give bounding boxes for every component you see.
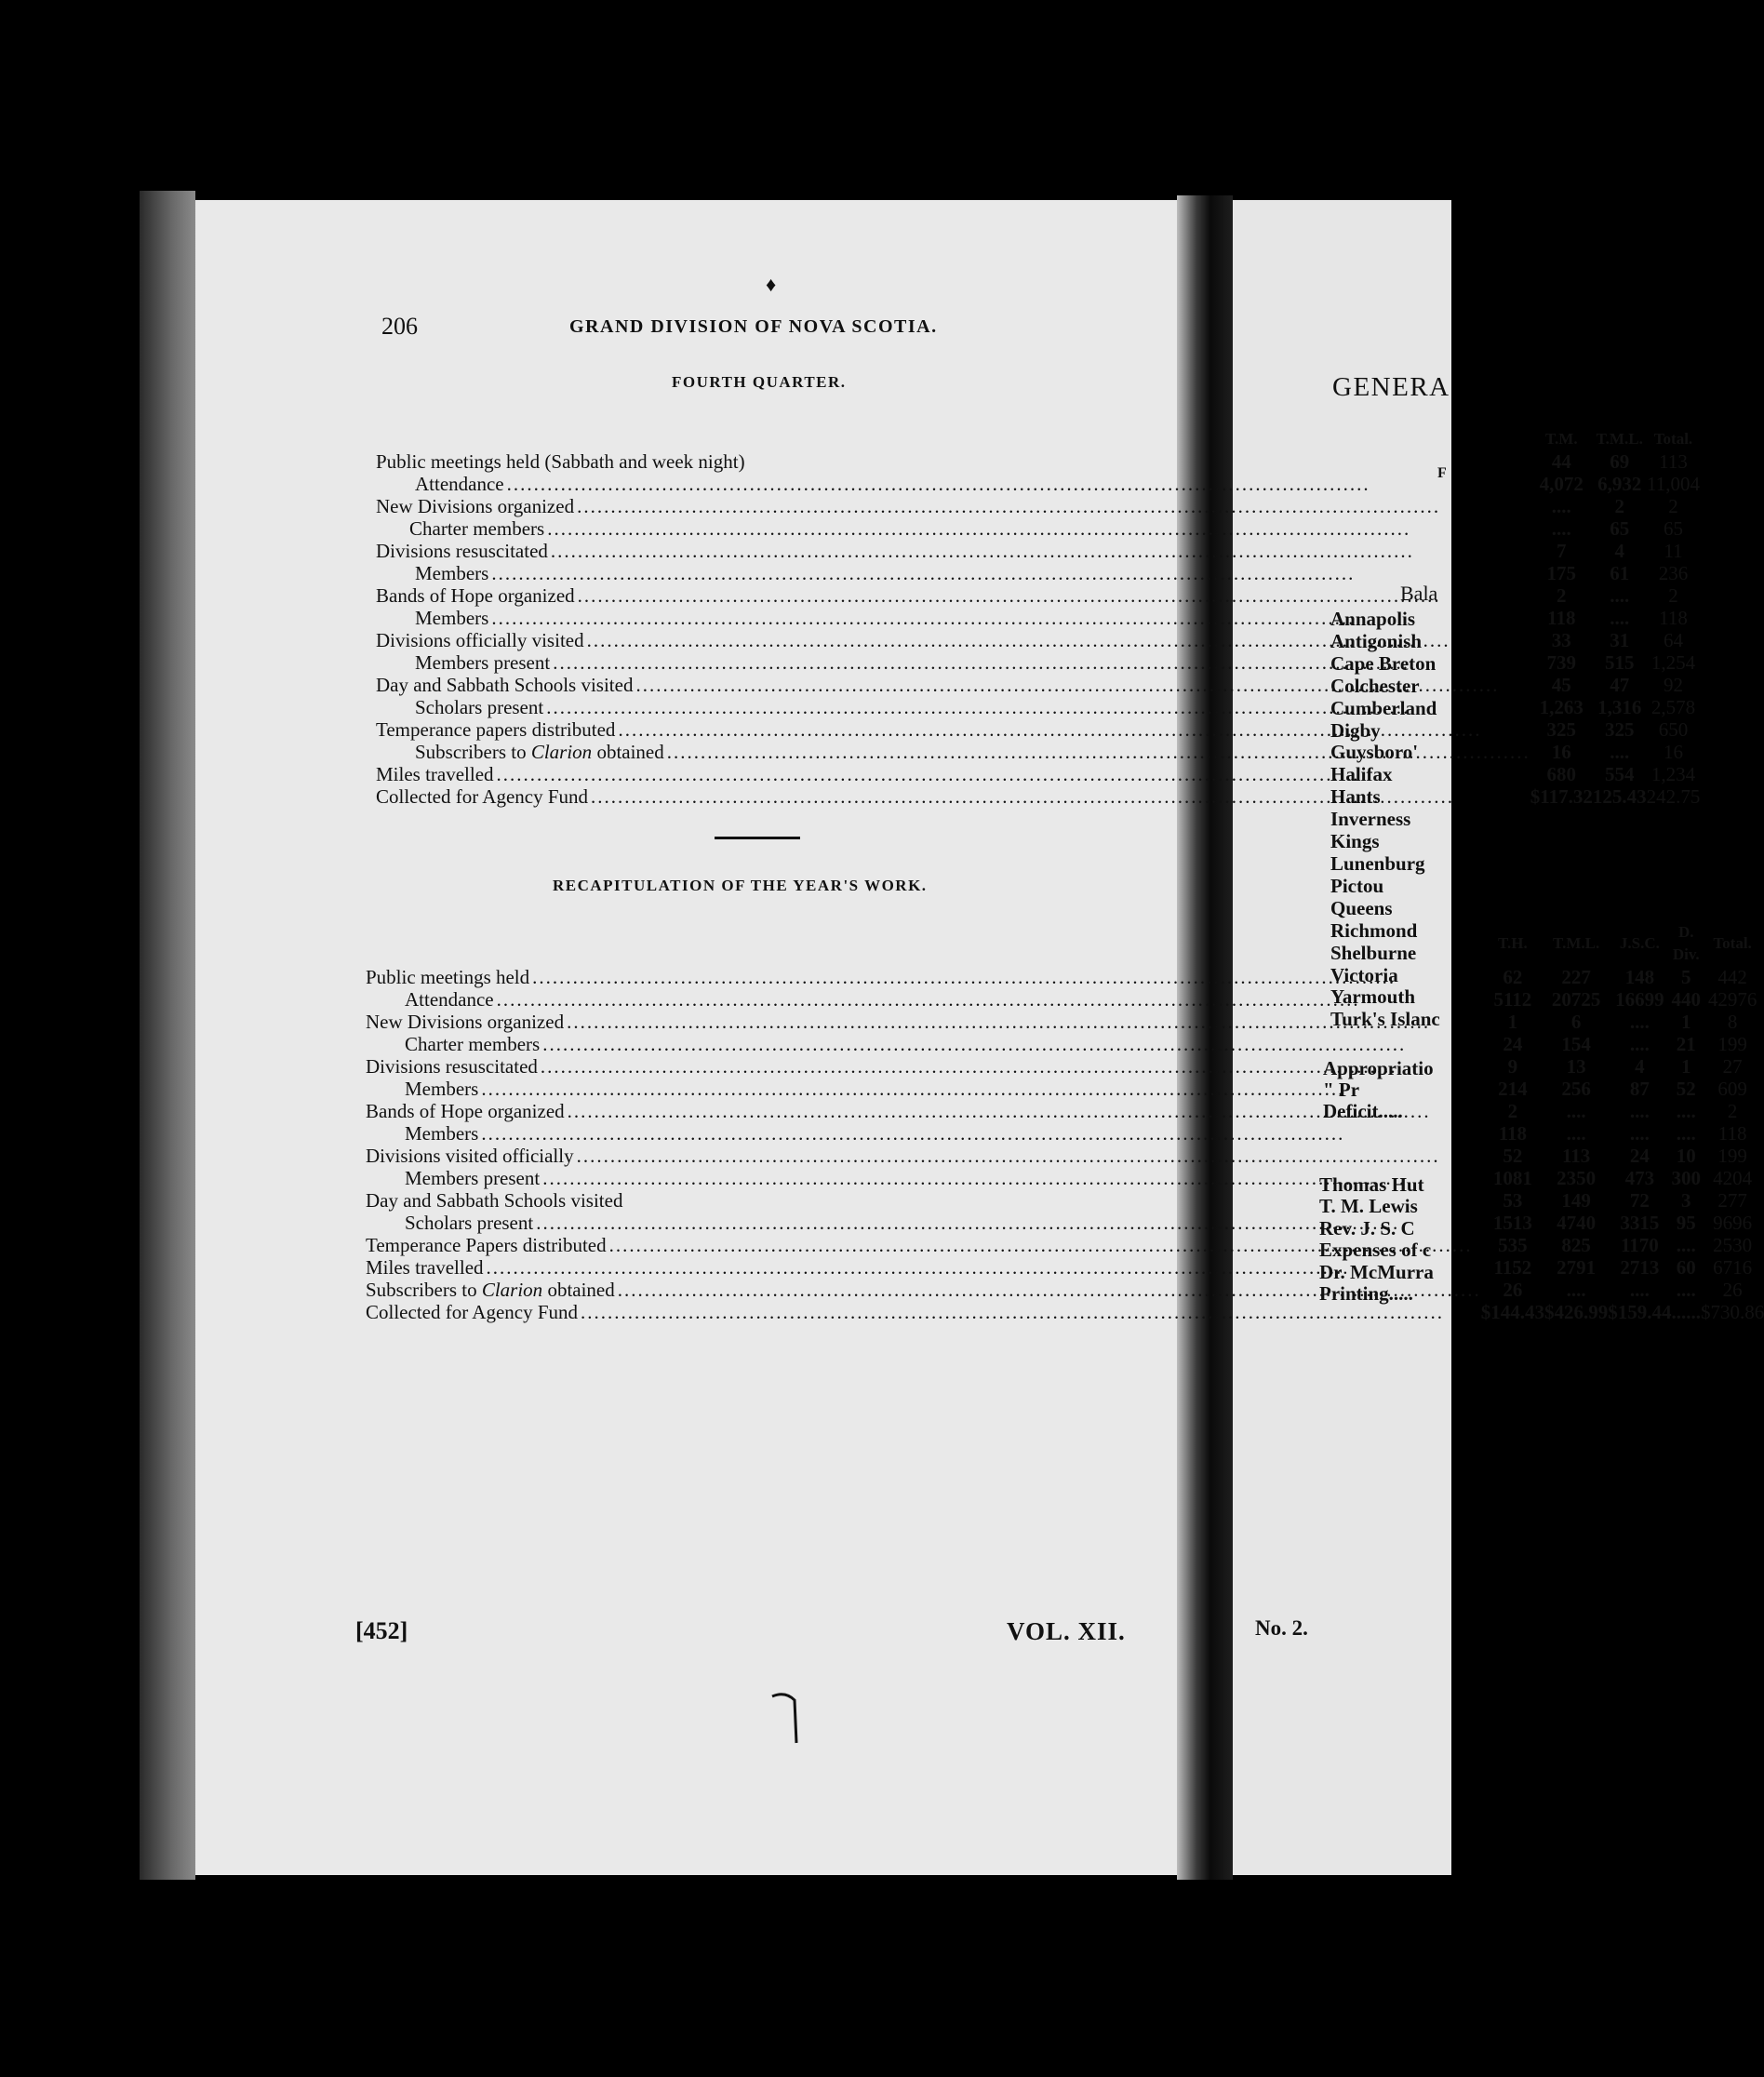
value-cell: $426.99: [1544, 1301, 1609, 1323]
value-cell: 175: [1546, 562, 1577, 584]
table-row: [366, 1256, 1764, 1279]
value-cell: 4,072: [1539, 473, 1584, 495]
total-cell: 118: [1659, 607, 1688, 629]
row-label: Public meetings held (Sabbath and week night): [376, 450, 745, 473]
row-label-cell: [366, 1256, 1481, 1279]
total-cell: 236: [1658, 562, 1689, 584]
row-label: New Divisions organized: [376, 495, 575, 517]
total-cell: 1,254: [1650, 651, 1696, 674]
row-label-cell: [366, 1122, 1481, 1145]
row-label-cell: [376, 450, 1530, 473]
value-cell: $117.32: [1530, 785, 1593, 808]
total-cell: 11: [1664, 540, 1683, 562]
value-cell: 95: [1676, 1212, 1696, 1234]
value-cell: $144.43: [1480, 1301, 1544, 1323]
table-row: [376, 651, 1700, 674]
row-label: New Divisions organized: [366, 1011, 565, 1033]
row-label-cell: [366, 1301, 1481, 1323]
value-cell: 1513: [1492, 1212, 1532, 1234]
table-row: [376, 540, 1700, 562]
county-item: Inverness: [1330, 808, 1411, 831]
county-item: Annapolis: [1330, 608, 1416, 630]
value-cell: 118: [1498, 1122, 1528, 1145]
expense-item: Thomas Hut: [1319, 1173, 1424, 1196]
leader-dots: [578, 584, 1530, 607]
total-cell: 2,578: [1650, 696, 1696, 718]
expense-list: [1319, 1174, 1434, 1305]
row-label: Charter members: [405, 1033, 541, 1055]
value-cell: ....: [1676, 1234, 1696, 1256]
total-cell: $730.86: [1701, 1301, 1764, 1323]
right-page-balance-label: Bala: [1400, 582, 1438, 605]
value-cell: 227: [1561, 966, 1591, 988]
row-label: Divisions visited officially: [366, 1145, 574, 1167]
table-row: [366, 1078, 1764, 1100]
leader-dots: [542, 1033, 1481, 1055]
table-row: [376, 629, 1700, 651]
fourth-quarter-title: FOURTH QUARTER.: [672, 373, 847, 391]
value-cell: 62: [1503, 966, 1523, 988]
row-label-cell: [366, 1279, 1481, 1301]
value-cell: 5: [1681, 966, 1691, 988]
book-spine-edge: [140, 191, 195, 1880]
value-cell: 47: [1610, 674, 1630, 696]
row-label-cell: [376, 540, 1530, 562]
value-cell: 16699: [1615, 988, 1664, 1011]
section-divider-rule: [715, 837, 800, 839]
value-cell: 113: [1561, 1145, 1591, 1167]
value-cell: 256: [1561, 1078, 1591, 1100]
value-cell: 680: [1546, 763, 1577, 785]
fourth-quarter-table: [376, 428, 1700, 808]
page-number: 206: [381, 313, 418, 340]
row-label: Subscribers to Clarion obtained: [415, 741, 664, 763]
value-cell: 148: [1624, 966, 1655, 988]
county-item: Pictou: [1330, 874, 1384, 897]
appropriation-item: Deficit.....: [1323, 1100, 1403, 1122]
value-cell: 1,263: [1539, 696, 1584, 718]
value-cell: ....: [1629, 1011, 1650, 1033]
value-cell: 325: [1546, 718, 1577, 741]
expense-item: Rev. J. S. C: [1319, 1216, 1415, 1240]
value-cell: 554: [1604, 763, 1635, 785]
value-cell: 69: [1610, 450, 1630, 473]
leader-dots: [577, 495, 1530, 517]
value-cell: 825: [1561, 1234, 1591, 1256]
total-cell: 118: [1717, 1122, 1747, 1145]
value-cell: 300: [1671, 1167, 1701, 1189]
value-cell: 65: [1610, 517, 1630, 540]
value-cell: 4: [1614, 540, 1624, 562]
total-cell: 11,004: [1646, 473, 1700, 495]
row-label: Attendance: [405, 988, 494, 1011]
total-cell: 6716: [1713, 1256, 1753, 1279]
table-row: [376, 741, 1700, 763]
row-label-cell: [376, 517, 1530, 540]
value-cell: 45: [1551, 674, 1571, 696]
value-cell: ....: [1676, 1279, 1696, 1301]
county-list: [1330, 609, 1440, 1031]
value-cell: 61: [1610, 562, 1630, 584]
value-cell: ....: [1629, 1100, 1650, 1122]
total-cell: 8: [1727, 1011, 1738, 1033]
county-item: Richmond: [1330, 918, 1418, 942]
leader-dots: [491, 562, 1530, 584]
value-cell: 26: [1503, 1279, 1523, 1301]
row-label: Day and Sabbath Schools visited: [376, 674, 634, 696]
value-cell: 1081: [1492, 1167, 1532, 1189]
value-cell: 24: [1629, 1145, 1650, 1167]
row-label-cell: [376, 584, 1530, 607]
expense-item: T. M. Lewis: [1319, 1195, 1418, 1218]
right-page-title: GENERA: [1332, 372, 1450, 402]
recapitulation-table: [366, 918, 1764, 1323]
value-cell: 4: [1635, 1055, 1645, 1078]
total-cell: 609: [1717, 1078, 1747, 1100]
table-row: [366, 966, 1764, 988]
table-row: [376, 495, 1700, 517]
value-cell: 52: [1676, 1078, 1696, 1100]
table-row: [376, 763, 1700, 785]
value-cell: 440: [1671, 988, 1701, 1011]
value-cell: 2713: [1620, 1256, 1660, 1279]
leader-dots: [481, 1122, 1480, 1145]
row-label: Charter members: [409, 517, 545, 540]
column-header: T.M.L.: [1553, 934, 1600, 952]
row-label-cell: [376, 473, 1530, 495]
table-header-row: [366, 921, 1764, 966]
value-cell: 4740: [1557, 1212, 1597, 1234]
table-row: [366, 1167, 1764, 1189]
total-cell: 64: [1663, 629, 1683, 651]
value-cell: ....: [1551, 495, 1571, 517]
table-row: [376, 674, 1700, 696]
value-cell: 52: [1503, 1145, 1523, 1167]
row-label: Miles travelled: [366, 1256, 484, 1279]
value-cell: 9: [1507, 1055, 1518, 1078]
appropriation-list: [1323, 1058, 1434, 1122]
county-item: Digby: [1330, 718, 1381, 742]
table-row: [366, 1100, 1764, 1122]
value-cell: 3: [1681, 1189, 1691, 1212]
county-item: Halifax: [1330, 763, 1393, 786]
value-cell: ....: [1676, 1122, 1696, 1145]
value-cell: ....: [1566, 1279, 1586, 1301]
value-cell: 53: [1503, 1189, 1523, 1212]
value-cell: 739: [1546, 651, 1577, 674]
row-label-cell: [366, 963, 1481, 988]
total-cell: 65: [1663, 517, 1683, 540]
table-row: [376, 607, 1700, 629]
footer-number: No. 2.: [1255, 1616, 1308, 1640]
value-cell: ....: [1551, 517, 1571, 540]
row-label-cell: [366, 1100, 1481, 1122]
column-header: D. Div.: [1672, 923, 1700, 963]
total-cell: 2530: [1713, 1234, 1753, 1256]
row-label: Bands of Hope organized: [366, 1100, 565, 1122]
total-cell: 92: [1663, 674, 1683, 696]
total-cell: 113: [1659, 450, 1688, 473]
value-cell: 21: [1676, 1033, 1696, 1055]
value-cell: 118: [1547, 607, 1576, 629]
row-label-cell: [366, 1234, 1481, 1256]
total-cell: 199: [1717, 1145, 1747, 1167]
table-header-row: [376, 428, 1700, 450]
table-row: [376, 450, 1700, 473]
table-row: [376, 785, 1700, 808]
row-label: Members: [405, 1078, 479, 1100]
column-header: T.H.: [1497, 934, 1528, 952]
value-cell: 6,932: [1597, 473, 1642, 495]
right-page-column-letter: F: [1437, 465, 1447, 481]
value-cell: 1: [1507, 1011, 1518, 1033]
footer-volume: VOL. XII.: [1007, 1617, 1126, 1645]
value-cell: 2350: [1557, 1167, 1597, 1189]
expense-item: Expenses of c: [1319, 1239, 1432, 1262]
value-cell: 13: [1566, 1055, 1586, 1078]
value-cell: 20725: [1551, 988, 1601, 1011]
total-cell: 650: [1658, 718, 1689, 741]
value-cell: 1: [1681, 1055, 1691, 1078]
county-item: Queens: [1330, 896, 1393, 919]
total-cell: 1,234: [1650, 763, 1696, 785]
table-row: [366, 1234, 1764, 1256]
total-cell: 2: [1727, 1100, 1738, 1122]
row-label: Scholars present: [405, 1212, 534, 1234]
leader-dots: [577, 1145, 1481, 1167]
value-cell: ......: [1671, 1301, 1701, 1323]
county-item: Turk's Islanc: [1330, 1008, 1440, 1031]
row-label: Attendance: [415, 473, 504, 495]
value-cell: 44: [1551, 450, 1571, 473]
total-cell: 2: [1668, 495, 1678, 517]
value-cell: 60: [1676, 1256, 1696, 1279]
row-label: Collected for Agency Fund: [366, 1301, 579, 1323]
row-label-cell: [366, 1167, 1481, 1189]
periodical-title: Clarion: [530, 741, 593, 763]
appropriation-item: Appropriatio: [1323, 1057, 1434, 1079]
value-cell: ....: [1629, 1033, 1650, 1055]
column-header: T.M.: [1544, 430, 1578, 448]
ink-mark: ♦: [766, 273, 777, 296]
total-cell: 27: [1722, 1055, 1743, 1078]
table-row: [366, 1279, 1764, 1301]
column-header: T.M.L.: [1596, 430, 1643, 448]
row-label: Public meetings held: [366, 966, 530, 988]
total-cell: 26: [1722, 1279, 1743, 1301]
periodical-title: Clarion: [481, 1279, 543, 1301]
row-label: Divisions resuscitated: [366, 1055, 538, 1078]
county-item: Cape Breton: [1330, 651, 1437, 675]
value-cell: 6: [1570, 1011, 1582, 1033]
value-cell: $159.44: [1608, 1301, 1672, 1323]
value-cell: ....: [1566, 1100, 1586, 1122]
county-item: Colchester: [1330, 674, 1420, 697]
total-cell: 442: [1717, 966, 1747, 988]
county-item: Lunenburg: [1330, 851, 1425, 875]
appropriation-item: " Pr: [1323, 1079, 1360, 1101]
leader-dots: [551, 540, 1530, 562]
row-label: Miles travelled: [376, 763, 494, 785]
table-row: [376, 517, 1700, 540]
value-cell: 33: [1551, 629, 1571, 651]
value-cell: 24: [1503, 1033, 1523, 1055]
value-cell: 2791: [1557, 1256, 1597, 1279]
column-header: Total.: [1713, 934, 1752, 952]
value-cell: ....: [1610, 607, 1630, 629]
row-label: Divisions officially visited: [376, 629, 584, 651]
county-item: Victoria: [1330, 963, 1398, 986]
county-item: Yarmouth: [1330, 985, 1416, 1009]
value-cell: 214: [1498, 1078, 1528, 1100]
table-row: [366, 1145, 1764, 1167]
table-row: [376, 718, 1700, 741]
county-item: Hants: [1330, 785, 1381, 809]
value-cell: 7: [1557, 540, 1567, 562]
value-cell: ....: [1610, 741, 1630, 763]
value-cell: 16: [1551, 741, 1571, 763]
county-item: Shelburne: [1330, 941, 1417, 964]
value-cell: 154: [1561, 1033, 1591, 1055]
value-cell: 1: [1681, 1011, 1691, 1033]
row-label-cell: [376, 495, 1530, 517]
row-label: Members present: [405, 1167, 541, 1189]
footer-page-reference: [452]: [355, 1617, 408, 1644]
county-item: Kings: [1330, 830, 1380, 853]
value-cell: ....: [1676, 1100, 1696, 1122]
table-row: [366, 1033, 1764, 1055]
value-cell: ....: [1610, 584, 1630, 607]
row-label: Subscribers to Clarion obtained: [366, 1279, 615, 1301]
county-item: Cumberland: [1330, 696, 1437, 719]
leader-dots: [547, 517, 1530, 540]
leader-dots: [507, 473, 1530, 495]
total-cell: 16: [1663, 741, 1683, 763]
expense-item: Printing.....: [1319, 1282, 1413, 1306]
row-label: Members: [415, 562, 489, 584]
total-cell: 2: [1668, 584, 1678, 607]
value-cell: 1,316: [1597, 696, 1642, 718]
row-label: Temperance Papers distributed: [366, 1234, 607, 1256]
row-label-cell: [366, 1033, 1481, 1055]
row-label-cell: [366, 1008, 1481, 1033]
pencil-mark: [770, 1689, 808, 1747]
total-cell: 42976: [1707, 988, 1757, 1011]
row-label: Collected for Agency Fund: [376, 785, 589, 808]
county-item: Guysboro': [1330, 741, 1419, 764]
value-cell: 535: [1498, 1234, 1528, 1256]
table-row: [366, 1301, 1764, 1323]
row-label-cell: [366, 985, 1481, 1011]
table-row: [376, 584, 1700, 607]
value-cell: 1152: [1493, 1256, 1532, 1279]
value-cell: 473: [1624, 1167, 1655, 1189]
value-cell: ....: [1566, 1122, 1586, 1145]
row-label: Members: [405, 1122, 479, 1145]
row-label-cell: [366, 1078, 1481, 1100]
table-row: [366, 988, 1764, 1011]
value-cell: 2: [1557, 584, 1567, 607]
value-cell: 3315: [1620, 1212, 1660, 1234]
row-label: Divisions resuscitated: [376, 540, 548, 562]
value-cell: ....: [1629, 1122, 1650, 1145]
total-cell: 277: [1717, 1189, 1747, 1212]
row-label-cell: [376, 562, 1530, 584]
row-label: Members present: [415, 651, 551, 674]
value-cell: 10: [1676, 1145, 1696, 1167]
table-row: [376, 696, 1700, 718]
table-row: [366, 1011, 1764, 1033]
column-header: J.S.C.: [1619, 934, 1660, 952]
value-cell: 2: [1614, 495, 1624, 517]
row-label-cell: [366, 1212, 1481, 1234]
row-label: Day and Sabbath Schools visited: [366, 1189, 623, 1212]
recapitulation-title: RECAPITULATION OF THE YEAR'S WORK.: [553, 877, 928, 894]
value-cell: 5112: [1493, 988, 1532, 1011]
value-cell: 72: [1629, 1189, 1650, 1212]
county-item: Antigonish: [1330, 629, 1423, 652]
total-cell: 199: [1717, 1033, 1747, 1055]
expense-item: Dr. McMurra: [1319, 1260, 1434, 1283]
row-label-cell: [366, 1145, 1481, 1167]
value-cell: ....: [1629, 1279, 1650, 1301]
table-row: [366, 1055, 1764, 1078]
row-label: Members: [415, 607, 489, 629]
row-label-cell: [366, 1055, 1481, 1078]
column-header: Total.: [1653, 430, 1693, 448]
table-row: [376, 473, 1700, 495]
row-label: Bands of Hope organized: [376, 584, 575, 607]
value-cell: 87: [1629, 1078, 1650, 1100]
row-label-cell: [366, 1189, 1481, 1212]
value-cell: 149: [1561, 1189, 1591, 1212]
table-row: [366, 1212, 1764, 1234]
table-row: [366, 1189, 1764, 1212]
table-row: [366, 1122, 1764, 1145]
total-cell: 242.75: [1646, 785, 1701, 808]
value-cell: 1170: [1620, 1234, 1659, 1256]
total-cell: 4204: [1713, 1167, 1753, 1189]
value-cell: 515: [1604, 651, 1635, 674]
total-cell: 9696: [1713, 1212, 1753, 1234]
table-row: [376, 562, 1700, 584]
value-cell: 2: [1507, 1100, 1518, 1122]
row-label: Scholars present: [415, 696, 544, 718]
running-head: GRAND DIVISION OF NOVA SCOTIA.: [569, 316, 938, 337]
value-cell: 325: [1604, 718, 1635, 741]
value-cell: 125.43: [1592, 785, 1647, 808]
row-label: Temperance papers distributed: [376, 718, 616, 741]
value-cell: 31: [1610, 629, 1630, 651]
